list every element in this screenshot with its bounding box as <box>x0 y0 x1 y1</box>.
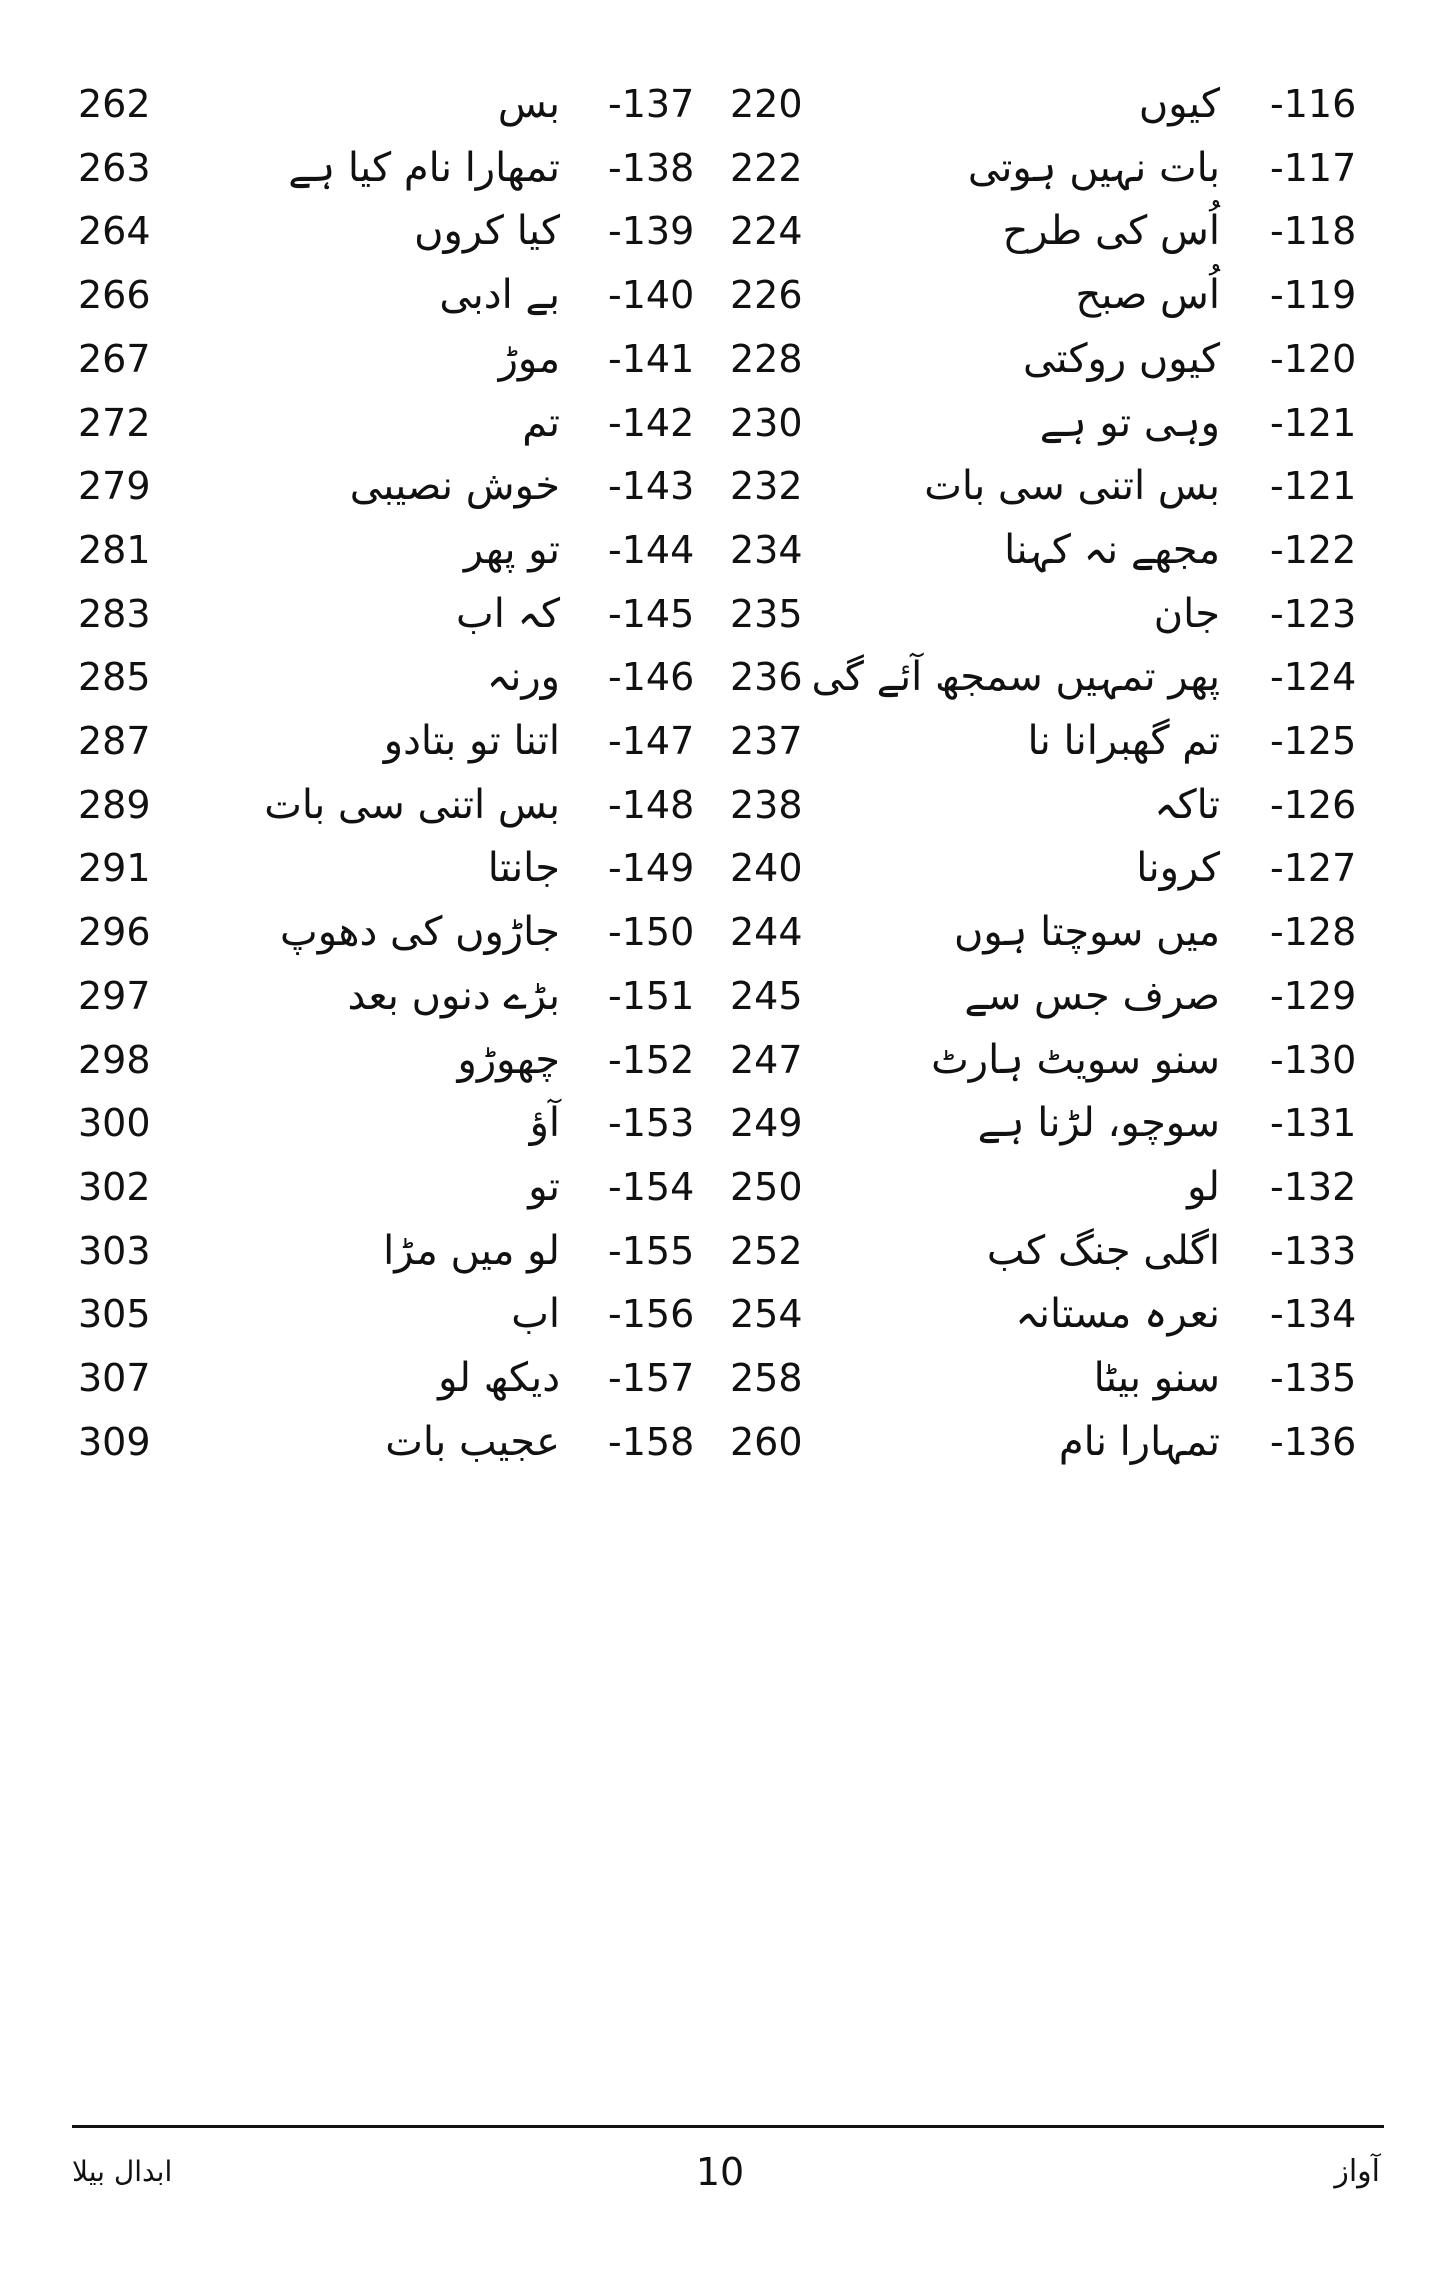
entry-title-left: بس اتنی سی بات <box>264 781 560 828</box>
entry-title-right: سنو سویٹ ہارٹ <box>931 1036 1220 1083</box>
entry-number-left: -140 <box>608 273 695 318</box>
entry-number-left: -156 <box>608 1292 695 1337</box>
entry-number-left: -142 <box>608 400 695 445</box>
entry-page-right: 222 <box>730 145 803 190</box>
entry-number-left: -157 <box>608 1356 695 1400</box>
entry-title-right: اُس کی طرح <box>1002 208 1220 255</box>
entry-title-right: لو <box>1187 1163 1220 1210</box>
entry-page-left: 279 <box>78 464 151 509</box>
entry-title-left: اتنا تو بتادو <box>383 718 560 764</box>
entry-page-right: 226 <box>730 273 803 318</box>
entry-title-right: اگلی جنگ کب <box>986 1227 1220 1274</box>
entry-page-right: 247 <box>730 1037 803 1082</box>
entry-page-right: 224 <box>730 209 803 254</box>
entry-number-left: -154 <box>608 1164 695 1209</box>
entry-number-left: -146 <box>608 655 695 700</box>
entry-page-right: 220 <box>730 82 803 126</box>
entry-title-right: سنو بیٹا <box>1093 1355 1220 1401</box>
toc-row <box>0 1396 1445 1488</box>
entry-number-left: -158 <box>608 1419 695 1464</box>
entry-title-right: تاکہ <box>1154 781 1220 828</box>
entry-number-left: -147 <box>608 719 695 763</box>
entry-title-right: بس اتنی سی بات <box>924 463 1220 510</box>
entry-title-left: تم <box>522 399 560 446</box>
entry-number-left: -138 <box>608 145 695 190</box>
entry-page-left: 305 <box>78 1292 151 1337</box>
entry-title-left: لو میں مڑا <box>383 1227 560 1274</box>
entry-page-left: 285 <box>78 655 151 700</box>
entry-title-left: تمھارا نام کیا ہے <box>288 144 560 191</box>
entry-page-right: 236 <box>730 655 803 700</box>
entry-number-left: -148 <box>608 782 695 827</box>
entry-page-right: 245 <box>730 973 803 1018</box>
entry-page-left: 297 <box>78 973 151 1018</box>
entry-title-left: ورنہ <box>486 654 560 701</box>
entry-number-right: -117 <box>1270 145 1357 190</box>
entry-number-left: -151 <box>608 973 695 1018</box>
entry-page-left: 272 <box>78 400 151 445</box>
entry-title-right: نعرہ مستانہ <box>1015 1291 1220 1338</box>
entry-title-left: بس <box>497 81 560 127</box>
footer-page-number: 10 <box>695 2150 745 2194</box>
entry-page-left: 262 <box>78 82 151 126</box>
entry-number-right: -129 <box>1270 973 1357 1018</box>
entry-number-right: -127 <box>1270 846 1357 891</box>
entry-number-right: -136 <box>1270 1419 1357 1464</box>
entry-page-right: 254 <box>730 1292 803 1337</box>
footer-author: ابدال بیلا <box>72 2155 173 2188</box>
entry-page-right: 228 <box>730 336 803 381</box>
entry-title-left: بڑے دنوں بعد <box>347 972 560 1019</box>
entry-number-right: -120 <box>1270 336 1357 381</box>
entry-page-left: 267 <box>78 336 151 381</box>
entry-number-right: -125 <box>1270 719 1357 763</box>
entry-title-left: کہ اب <box>456 590 560 637</box>
entry-page-right: 249 <box>730 1101 803 1146</box>
entry-page-right: 234 <box>730 527 803 572</box>
entry-number-left: -143 <box>608 464 695 509</box>
entry-number-right: -123 <box>1270 591 1357 636</box>
entry-title-right: جان <box>1153 590 1220 637</box>
entry-number-right: -122 <box>1270 527 1357 572</box>
entry-number-right: -134 <box>1270 1292 1357 1337</box>
entry-page-left: 291 <box>78 846 151 891</box>
entry-number-left: -144 <box>608 527 695 572</box>
entry-page-left: 307 <box>78 1356 151 1400</box>
entry-title-right: تمہارا نام <box>1058 1418 1220 1465</box>
entry-page-left: 281 <box>78 527 151 572</box>
entry-page-left: 263 <box>78 145 151 190</box>
entry-page-left: 300 <box>78 1101 151 1146</box>
entry-title-left: دیکھ لو <box>438 1355 560 1401</box>
entry-number-right: -124 <box>1270 655 1357 700</box>
footer-divider <box>72 2125 1384 2128</box>
entry-number-left: -155 <box>608 1228 695 1273</box>
entry-page-left: 296 <box>78 910 151 955</box>
entry-number-right: -128 <box>1270 910 1357 955</box>
entry-number-left: -150 <box>608 910 695 955</box>
entry-page-right: 250 <box>730 1164 803 1209</box>
entry-title-left: تو <box>528 1163 560 1210</box>
entry-number-left: -145 <box>608 591 695 636</box>
entry-title-left: کیا کروں <box>414 208 560 255</box>
entry-number-right: -126 <box>1270 782 1357 827</box>
entry-title-left: جاڑوں کی دھوپ <box>280 909 560 956</box>
entry-title-right: بات نہیں ہوتی <box>967 144 1220 191</box>
entry-page-left: 303 <box>78 1228 151 1273</box>
entry-page-right: 232 <box>730 464 803 509</box>
entry-title-left: جانتا <box>487 845 560 892</box>
entry-page-left: 309 <box>78 1419 151 1464</box>
entry-number-left: -149 <box>608 846 695 891</box>
entry-page-left: 264 <box>78 209 151 254</box>
entry-number-right: -131 <box>1270 1101 1357 1146</box>
entry-title-right: صرف جس سے <box>964 972 1220 1019</box>
entry-title-left: عجیب بات <box>385 1418 560 1465</box>
entry-page-left: 266 <box>78 273 151 318</box>
entry-title-left: چھوڑو <box>457 1036 560 1083</box>
entry-title-left: خوش نصیبی <box>349 463 560 510</box>
entry-title-left: بے ادبی <box>439 272 560 319</box>
entry-title-right: مجھے نہ کہنا <box>1004 526 1220 573</box>
entry-page-right: 240 <box>730 846 803 891</box>
entry-page-left: 298 <box>78 1037 151 1082</box>
entry-page-right: 260 <box>730 1419 803 1464</box>
entry-page-left: 302 <box>78 1164 151 1209</box>
entry-number-right: -133 <box>1270 1228 1357 1273</box>
entry-number-right: -116 <box>1270 82 1357 126</box>
entry-number-right: -135 <box>1270 1356 1357 1400</box>
entry-title-right: کیوں <box>1138 81 1220 127</box>
entry-title-right: کرونا <box>1136 845 1220 892</box>
entry-page-right: 238 <box>730 782 803 827</box>
entry-number-right: -119 <box>1270 273 1357 318</box>
entry-page-right: 235 <box>730 591 803 636</box>
entry-title-left: موڑ <box>498 335 560 382</box>
entry-title-right: پھر تمہیں سمجھ آئے گی <box>811 654 1220 701</box>
entry-title-left: تو پھر <box>463 526 560 573</box>
entry-title-right: سوچو، لڑنا ہے <box>977 1100 1220 1147</box>
footer-book-title: آواز <box>1334 2154 1380 2189</box>
entry-title-right: وہی تو ہے <box>1039 399 1220 446</box>
entry-page-right: 252 <box>730 1228 803 1273</box>
entry-title-right: کیوں روکتی <box>1023 335 1220 382</box>
entry-page-left: 289 <box>78 782 151 827</box>
entry-number-left: -141 <box>608 336 695 381</box>
entry-number-right: -130 <box>1270 1037 1357 1082</box>
entry-page-right: 244 <box>730 910 803 955</box>
entry-number-left: -152 <box>608 1037 695 1082</box>
entry-page-left: 283 <box>78 591 151 636</box>
entry-number-right: -121 <box>1270 400 1357 445</box>
entry-number-right: -121 <box>1270 464 1357 509</box>
entry-page-right: 258 <box>730 1356 803 1400</box>
entry-title-right: اُس صبح <box>1075 272 1220 319</box>
entry-number-left: -153 <box>608 1101 695 1146</box>
entry-page-right: 237 <box>730 719 803 763</box>
entry-number-right: -118 <box>1270 209 1357 254</box>
entry-number-left: -137 <box>608 82 695 126</box>
entry-title-left: آؤ <box>529 1100 560 1147</box>
entry-number-right: -132 <box>1270 1164 1357 1209</box>
entry-number-left: -139 <box>608 209 695 254</box>
entry-title-right: میں سوچتا ہوں <box>953 909 1220 956</box>
entry-page-left: 287 <box>78 719 151 763</box>
entry-title-right: تم گھبرانا نا <box>1027 718 1220 764</box>
entry-page-right: 230 <box>730 400 803 445</box>
entry-title-left: اب <box>511 1291 560 1338</box>
